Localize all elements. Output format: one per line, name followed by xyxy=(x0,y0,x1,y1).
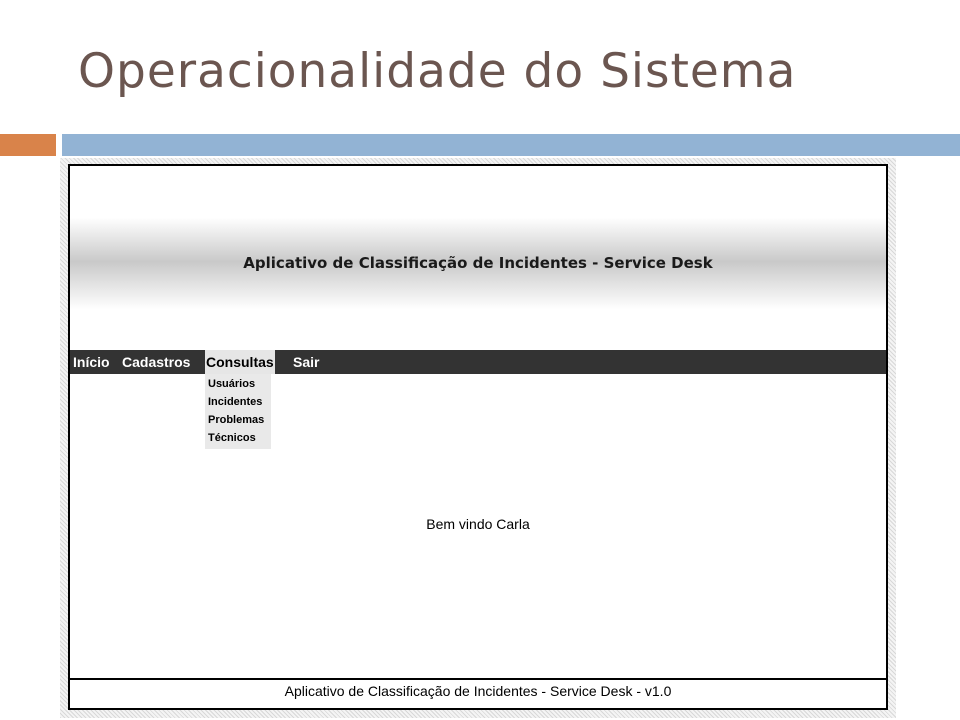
app-window xyxy=(68,164,888,710)
dropdown-item-usuarios[interactable]: Usuários xyxy=(208,378,256,390)
menu-item-sair[interactable]: Sair xyxy=(293,354,320,370)
menu-bar xyxy=(70,350,886,374)
menu-item-consultas[interactable]: Consultas xyxy=(205,350,275,374)
slide-title: Operacionalidade do Sistema xyxy=(78,44,797,99)
consultas-dropdown xyxy=(205,374,271,449)
menu-item-inicio[interactable]: Início xyxy=(73,354,110,370)
app-header xyxy=(70,166,886,350)
dropdown-item-incidentes[interactable]: Incidentes xyxy=(208,396,263,408)
dropdown-item-problemas[interactable]: Problemas xyxy=(208,414,265,426)
dropdown-item-tecnicos[interactable]: Técnicos xyxy=(208,432,256,444)
accent-bar-orange xyxy=(0,134,56,156)
welcome-message: Bem vindo Carla xyxy=(426,516,530,532)
footer-divider xyxy=(70,678,886,680)
menu-item-cadastros[interactable]: Cadastros xyxy=(122,354,191,370)
app-screenshot xyxy=(60,158,896,718)
app-header-title: Aplicativo de Classificação de Incidentes - Service Desk xyxy=(243,254,713,272)
footer-text: Aplicativo de Classificação de Incidentes - Service Desk - v1.0 xyxy=(284,683,672,699)
accent-bar-blue xyxy=(62,134,960,156)
